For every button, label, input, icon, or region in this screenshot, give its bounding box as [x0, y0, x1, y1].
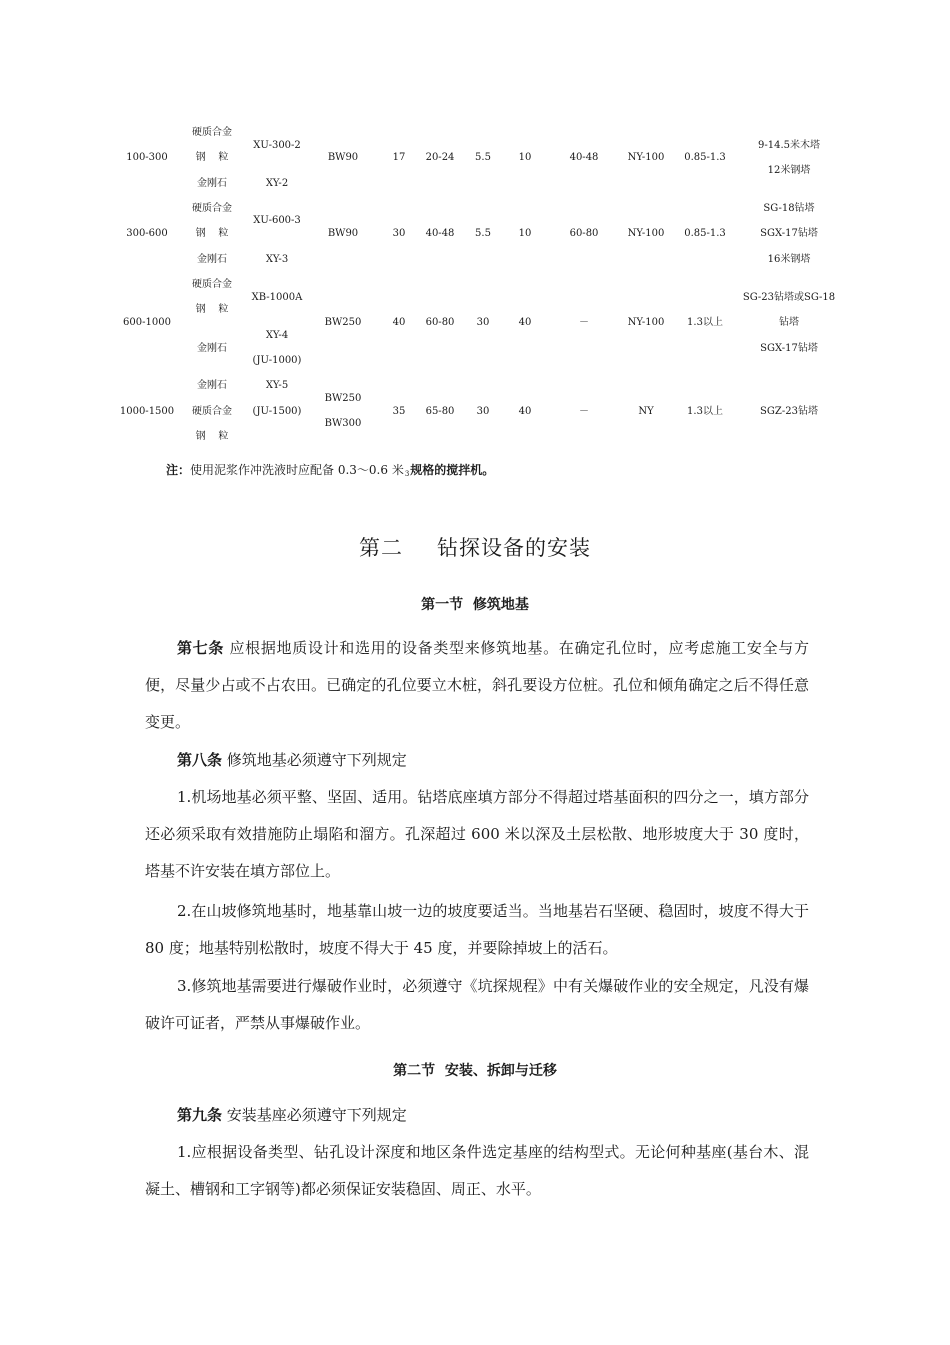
table-cell-material: 钢 粒 [195, 152, 229, 163]
table-cell: 1.3以上 [687, 317, 723, 328]
chapter-name: 钻探设备的安装 [437, 536, 591, 560]
table-cell-pump: BW90 [327, 152, 359, 163]
article-label: 第九条 [177, 1106, 223, 1124]
table-cell-tower: 9-14.5米木塔 [757, 140, 821, 151]
table-cell-depth: 100-300 [126, 152, 168, 163]
table-cell: 40 [518, 406, 532, 417]
table-cell-tower: SG-23钻塔或SG-18 [742, 292, 836, 303]
note-label: 注： [166, 463, 191, 477]
table-cell-material: 金刚石 [197, 178, 227, 189]
table-cell-material: 硬质合金 [192, 203, 232, 214]
table-cell: 60-80 [425, 317, 455, 328]
article-8 [145, 742, 809, 779]
table-cell-model: XU-300-2 [253, 140, 301, 151]
article-8-item-3: 3.修筑地基需要进行爆破作业时，必须遵守《坑探规程》中有关爆破作业的安全规定，凡没有爆破许可证者，严禁从事爆破作业。 [145, 977, 809, 1032]
table-cell: NY-100 [627, 152, 665, 163]
table-cell-material: 硬质合金 [192, 127, 232, 138]
table-cell-model: XU-600-3 [253, 215, 301, 226]
article-8-item-2: 2.在山坡修筑地基时，地基靠山坡一边的坡度要适当。当地基岩石坚硬、稳固时，坡度不得大于 80 度；地基特别松散时，坡度不得大于 45 度，并要除掉坡上的活石。 [145, 902, 809, 957]
chapter-number: 第二 [359, 536, 403, 560]
table-cell: 30 [476, 317, 490, 328]
table-cell-tower: SGZ-23钻塔 [760, 406, 818, 417]
table-cell: 1.3以上 [687, 406, 723, 417]
table-cell: 20-24 [425, 152, 455, 163]
article-text: 安装基座必须遵守下列规定 [226, 1106, 407, 1124]
article-9 [145, 1097, 809, 1134]
note-superscript: 3 [404, 470, 410, 478]
table-cell-model: (JU-1000) [252, 355, 302, 366]
table-cell-model: XY-5 [265, 380, 289, 391]
table-cell-material: 钢 粒 [195, 228, 229, 239]
table-note [166, 462, 494, 482]
table-cell: 30 [392, 228, 406, 239]
article-9-item-1: 1.应根据设备类型、钻孔设计深度和地区条件选定基座的结构型式。无论何种基座(基台木、混凝土、槽钢和工字钢等)都必须保证安装稳固、周正、水平。 [145, 1143, 809, 1198]
table-cell: 0.85-1.3 [684, 228, 726, 239]
article-text: 修筑地基必须遵守下列规定 [226, 751, 407, 769]
table-cell-material: 金刚石 [197, 343, 227, 354]
table-cell-model: XY-2 [265, 178, 289, 189]
table-cell-pump: BW250 [324, 317, 362, 328]
table-cell: 40 [392, 317, 406, 328]
table-cell: 35 [392, 406, 406, 417]
chapter-title [0, 532, 950, 562]
article-8-item-1: 1.机场地基必须平整、坚固、适用。钻塔底座填方部分不得超过塔基面积的四分之一，填方部分还必须采取有效措施防止塌陷和溜方。孔深超过 600 米以深及土层松散、地形坡度大于 30 度时，塔基不许安装在填方部位上。 [145, 788, 809, 880]
article-label: 第八条 [177, 751, 223, 769]
table-cell-pump: BW300 [324, 418, 362, 429]
table-cell-depth: 600-1000 [123, 317, 171, 328]
article-label: 第七条 [177, 639, 225, 657]
table-cell-depth: 300-600 [126, 228, 168, 239]
table-cell-tower: 16米钢塔 [767, 254, 811, 265]
table-cell-tower: SG-18钻塔 [763, 203, 815, 214]
table-cell-tower: SGX-17钻塔 [760, 343, 818, 354]
table-cell-material: 钢 粒 [195, 431, 229, 442]
table-cell-pump: BW250 [324, 393, 362, 404]
table-cell: 10 [518, 152, 532, 163]
table-cell-model: (JU-1500) [252, 406, 302, 417]
section-title: 第二节 安装、拆卸与迁移 [393, 1063, 557, 1079]
table-cell-model: XY-3 [265, 254, 289, 265]
article-7 [145, 630, 809, 741]
table-cell: NY-100 [627, 228, 665, 239]
table-cell: 40 [518, 317, 532, 328]
note-text: 使用泥浆作冲洗液时应配备 0.3～0.6 米 [190, 463, 404, 477]
note-tail: 规格的搅拌机。 [410, 463, 495, 477]
table-cell: 5.5 [475, 152, 491, 163]
table-cell-pump: BW90 [327, 228, 359, 239]
table-cell: NY-100 [627, 317, 665, 328]
table-cell-tower: SGX-17钻塔 [760, 228, 818, 239]
table-cell: 40-48 [425, 228, 455, 239]
table-cell: 5.5 [475, 228, 491, 239]
table-cell: 40-48 [569, 152, 599, 163]
table-cell: 60-80 [569, 228, 599, 239]
table-cell-material: 金刚石 [197, 380, 227, 391]
table-cell-depth: 1000-1500 [119, 406, 175, 417]
table-cell-model: XY-4 [265, 330, 289, 341]
table-cell: 30 [476, 406, 490, 417]
table-cell: NY [638, 406, 654, 417]
table-cell-material: 金刚石 [197, 254, 227, 265]
section-title: 第一节 修筑地基 [421, 597, 529, 613]
table-cell-material: 钢 粒 [195, 304, 229, 315]
table-cell-material: 硬质合金 [192, 279, 232, 290]
table-cell-tower: 钻塔 [779, 317, 799, 328]
table-cell-material: 硬质合金 [192, 406, 232, 417]
table-cell: 65-80 [425, 406, 455, 417]
table-cell: － [579, 406, 589, 417]
table-cell: － [579, 317, 589, 328]
table-cell: 0.85-1.3 [684, 152, 726, 163]
table-cell: 10 [518, 228, 532, 239]
table-cell-tower: 12米钢塔 [767, 165, 811, 176]
table-cell: 17 [392, 152, 406, 163]
table-cell-model: XB-1000A [251, 292, 303, 303]
article-text: 应根据地质设计和选用的设备类型来修筑地基。在确定孔位时，应考虑施工安全与方便，尽量少占或不占农田。已确定的孔位要立木桩，斜孔要设方位桩。孔位和倾角确定之后不得任意变更。 [145, 639, 809, 731]
